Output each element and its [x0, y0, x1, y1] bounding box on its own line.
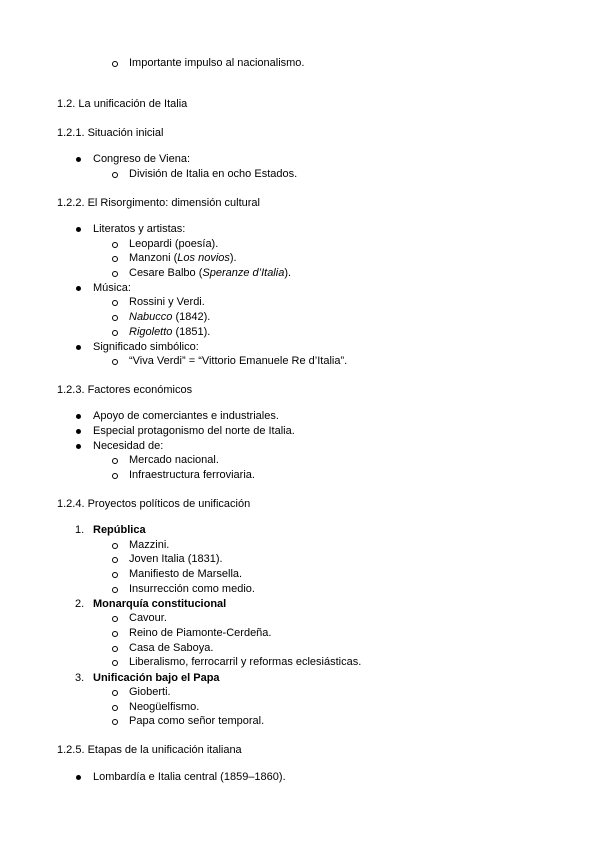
circle-bullet-icon [112, 719, 118, 725]
circle-bullet-icon [112, 631, 118, 637]
circle-bullet-icon [112, 705, 118, 711]
subsection-heading: 1.2.2. El Risorgimento: dimensión cultural [57, 197, 260, 209]
disc-bullet-icon [76, 444, 81, 449]
list-item: República [93, 524, 146, 536]
list-item [129, 326, 210, 339]
list-item: Neogüelfismo. [129, 701, 200, 713]
list-number: 2. [75, 598, 85, 610]
work-title: Nabucco [129, 311, 173, 323]
list-item: Apoyo de comerciantes e industriales. [93, 410, 279, 422]
subsection-heading: 1.2.5. Etapas de la unificación italiana [57, 744, 242, 756]
circle-bullet-icon [112, 300, 118, 306]
list-item: Papa como señor temporal. [129, 715, 265, 727]
list-text: Manzoni ( [129, 252, 178, 264]
circle-bullet-icon [112, 616, 118, 622]
list-text: ). [284, 267, 292, 279]
circle-bullet-icon [112, 473, 118, 479]
circle-bullet-icon [112, 359, 118, 365]
list-item: Monarquía constitucional [93, 598, 227, 610]
list-text: ). [229, 252, 237, 264]
list-item: Música: [93, 282, 131, 294]
section-heading: 1.2. La unificación de Italia [57, 98, 188, 110]
list-item [129, 252, 237, 265]
circle-bullet-icon [112, 315, 118, 321]
list-item: Leopardi (poesía). [129, 238, 219, 250]
list-item: Importante impulso al nacionalismo. [129, 57, 305, 69]
list-item: Casa de Saboya. [129, 642, 214, 654]
list-text: Cesare Balbo ( [129, 267, 203, 279]
subsection-heading: 1.2.3. Factores económicos [57, 384, 193, 396]
disc-bullet-icon [76, 157, 81, 162]
circle-bullet-icon [112, 458, 118, 464]
list-number: 1. [75, 524, 85, 536]
list-item: Cavour. [129, 612, 167, 624]
list-item: Rossini y Verdi. [129, 296, 205, 308]
list-item: Infraestructura ferroviaria. [129, 469, 255, 481]
list-text: (1851). [172, 326, 211, 338]
work-title: Rigoletto [129, 326, 173, 338]
list-item: Joven Italia (1831). [129, 553, 223, 565]
work-title: Los novios [177, 252, 230, 264]
disc-bullet-icon [76, 345, 81, 350]
subsection-heading: 1.2.1. Situación inicial [57, 127, 164, 139]
list-item: Congreso de Viena: [93, 153, 191, 165]
list-item: Lombardía e Italia central (1859–1860). [93, 771, 286, 783]
disc-bullet-icon [76, 286, 81, 291]
circle-bullet-icon [112, 543, 118, 549]
list-text: (1842). [172, 311, 211, 323]
list-item: Mazzini. [129, 539, 170, 551]
list-item: División de Italia en ocho Estados. [129, 168, 298, 180]
list-item: Insurrección como medio. [129, 583, 255, 595]
list-item: Gioberti. [129, 686, 171, 698]
list-item: Unificación bajo el Papa [93, 672, 220, 684]
circle-bullet-icon [112, 690, 118, 696]
subsection-heading: 1.2.4. Proyectos políticos de unificación [57, 498, 251, 510]
circle-bullet-icon [112, 61, 118, 67]
circle-bullet-icon [112, 330, 118, 336]
circle-bullet-icon [112, 271, 118, 277]
list-item: “Viva Verdi” = “Vittorio Emanuele Re d’Italia”. [129, 355, 348, 367]
work-title: Speranze d’Italia [202, 267, 285, 279]
list-item: Literatos y artistas: [93, 223, 186, 235]
list-number: 3. [75, 672, 85, 684]
disc-bullet-icon [76, 775, 81, 780]
circle-bullet-icon [112, 256, 118, 262]
circle-bullet-icon [112, 557, 118, 563]
circle-bullet-icon [112, 172, 118, 178]
list-item: Especial protagonismo del norte de Italia. [93, 425, 295, 437]
disc-bullet-icon [76, 414, 81, 419]
list-item: Significado simbólico: [93, 341, 199, 353]
list-item [129, 311, 210, 324]
list-item [129, 267, 291, 280]
list-item: Mercado nacional. [129, 454, 219, 466]
circle-bullet-icon [112, 587, 118, 593]
circle-bullet-icon [112, 646, 118, 652]
list-item: Manifiesto de Marsella. [129, 568, 243, 580]
circle-bullet-icon [112, 572, 118, 578]
disc-bullet-icon [76, 227, 81, 232]
circle-bullet-icon [112, 660, 118, 666]
list-item: Necesidad de: [93, 440, 164, 452]
list-item: Liberalismo, ferrocarril y reformas eclesiásticas. [129, 656, 362, 668]
circle-bullet-icon [112, 242, 118, 248]
list-item: Reino de Piamonte-Cerdeña. [129, 627, 272, 639]
disc-bullet-icon [76, 429, 81, 434]
